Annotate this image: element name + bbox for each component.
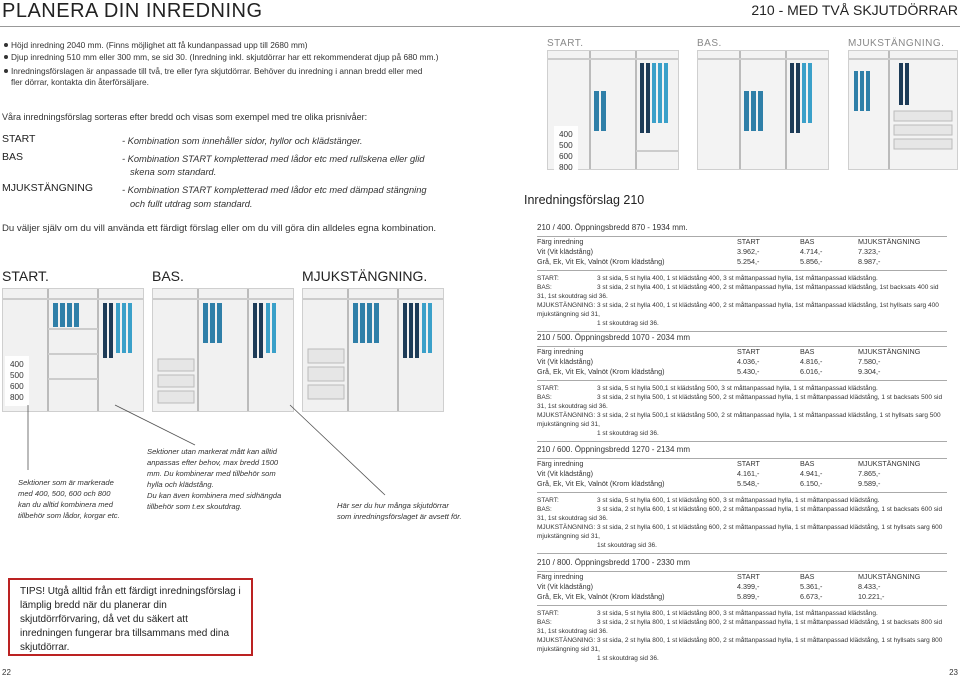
- header-divider: [0, 26, 960, 27]
- level-contents: START: 3 st sida, 5 st hylla 800, 1 st klädstång 800, 3 st måttanpassad hylla, 1st måttanpassad klädstång. BAS: 3 st sida, 2 st hylla 800, 1 st klädstång 800, 2 st måttanpassad hylla, 1 st måttanpassad klädstång, 1 st backsats 800 sid 31, 1st skoutdrag sid 36. MJUKSTÄNGNING: 3 st sida, 2 st hylla 800, 1 st klädstång 800, 2 st måttanpassad hylla, 1 st måttanpassad klädstång, 1 st hyllsats sarg 800 mjukstängning sid 31, 1 st skoutdrag sid 36.: [537, 610, 943, 662]
- tips-text: Utgå alltid från ett färdigt inredningsförslag i lämplig bredd när du planerar din skjutdörrförvaring, då vet du säkert att inredningen fungerar bra tillsammans med dina skjutdörrar.: [20, 586, 241, 653]
- intro-text: Våra inredningsförslag sorteras efter bredd och visas som exempel med tre olika prisnivåer:: [2, 112, 368, 122]
- price-block: [537, 558, 947, 663]
- variant-label-start-right: START.: [547, 38, 584, 49]
- price-table: Färg inredning START BAS MJUKSTÄNGNING Vit (Vit klädstång) 4.036,- 4.816,- 7.580,- Grå, Ek, Vit Ek, Valnöt (Krom klädstång) 5.430,- 6.016,- 9.304,-: [537, 347, 921, 376]
- price-block-title: 210 / 500. Öppningsbredd 1070 - 2034 mm: [537, 333, 690, 342]
- wardrobe-illustration-mjuk: [302, 288, 444, 412]
- page-number-right: 23: [949, 668, 958, 677]
- page-number-left: 22: [2, 668, 11, 677]
- level-desc: - Kombination START kompletterad med lådor etc med dämpad stängning: [122, 185, 427, 195]
- caption-doors: Här ser du hur många skjutdörrar som inredningsförslaget är avsett för.: [337, 501, 462, 521]
- level-desc: - Kombination som innehåller sidor, hyllor och klädstänger.: [122, 136, 363, 146]
- wardrobe-illustration-mjuk-right: [848, 50, 958, 170]
- tips-label: TIPS!: [20, 586, 46, 597]
- level-desc: och fullt utdrag som standard.: [130, 199, 253, 209]
- level-desc: - Kombination START kompletterad med lådor etc med rullskena eller glid: [122, 154, 425, 164]
- price-block: [537, 223, 947, 332]
- bullet-continuation: fler dörrar, kontakta din återförsäljare.: [11, 77, 149, 87]
- price-block: [537, 445, 947, 554]
- level-desc: skena som standard.: [130, 167, 217, 177]
- level-contents: START: 3 st sida, 5 st hylla 400, 1 st klädstång 400, 3 st måttanpassad hylla, 1st måttanpassad klädstång. BAS: 3 st sida, 2 st hylla 400, 1 st klädstång 400, 2 st måttanpassad hylla, 1st måttanpassad klädstång, 1st backsats 400 sid 31, 1st skoutdrag sid 36. MJUKSTÄNGNING: 3 st sida, 2 st hylla 400, 1 st klädstång 400, 2 st måttanpassad hylla, 1st måttanpassad klädstång, 1st hyllsats sarg 400 mjukstängning sid 31, 1 st skoutdrag sid 36.: [537, 275, 939, 327]
- price-block-title: 210 / 600. Öppningsbredd 1270 - 2134 mm: [537, 445, 690, 454]
- level-contents: START: 3 st sida, 5 st hylla 500,1 st klädstång 500, 3 st måttanpassad hylla, 1 st måttanpassad klädstång. BAS: 3 st sida, 2 st hylla 500, 1 st klädstång 500, 2 st måttanpassad hylla, 1 st måttanpassad klädstång, 1 st backsats 500 sid 31, 1st skoutdrag sid 36. MJUKSTÄNGNING: 3 st sida, 2 st hylla 500,1 st klädstång 500, 2 st måttanpassad hylla, 1 st måttanpassad klädstång, 1 st hyllsats sarg 500 mjukstängning sid 31, 1 st skoutdrag sid 36.: [537, 385, 943, 437]
- choose-text: Du väljer själv om du vill använda ett färdigt förslag eller om du vill göra din alldeles egna kombination.: [2, 223, 437, 234]
- bullet-item: Djup inredning 510 mm eller 300 mm, se sid 30. (Inredning inkl. skjutdörrar har ett rekommenderat djup på 680 mm.): [4, 52, 439, 63]
- suggestion-label: Inredningsförslag 210: [524, 193, 645, 207]
- variant-label-bas-right: BAS.: [697, 38, 722, 49]
- level-name: START: [2, 133, 36, 145]
- wardrobe-illustration-bas: [152, 288, 294, 412]
- section-sizes-right: 400 500 600 800: [554, 126, 578, 176]
- level-name: BAS: [2, 151, 24, 163]
- price-table: Färg inredning START BAS MJUKSTÄNGNING Vit (Vit klädstång) 3.962,- 4.714,- 7.323,- Grå, Ek, Vit Ek, Valnöt (Krom klädstång) 5.254,- 5.856,- 8.987,-: [537, 237, 921, 266]
- section-title: 210 - MED TVÅ SKJUTDÖRRAR: [751, 2, 958, 18]
- wardrobe-illustration-bas-right: [697, 50, 829, 170]
- caption-sections-marked: Sektioner som är markerade med 400, 500, 600 och 800 kan du alltid kombinera med tillbehör som lådor, korgar etc.: [18, 478, 120, 520]
- price-block-title: 210 / 800. Öppningsbredd 1700 - 2330 mm: [537, 558, 690, 567]
- variant-label-mjuk-right: MJUKSTÄNGNING.: [848, 38, 945, 49]
- bullet-item: Inredningsförslagen är anpassade till två, tre eller fyra skjutdörrar. Behöver du inredning i annan bredd eller med: [4, 66, 422, 77]
- level-contents: START: 3 st sida, 5 st hylla 600, 1 st klädstång 600, 3 st måttanpassad hylla, 1 st måttanpassad klädstång. BAS: 3 st sida, 2 st hylla 600, 1 st klädstång 600, 2 st måttanpassad hylla, 1 st måttanpassad klädstång, 1 st backsats 600 sid 31, 1st skoutdrag sid 36. MJUKSTÄNGNING: 3 st sida, 2 st hylla 600, 1 st klädstång 600, 2 st måttanpassad hylla, 1 st måttanpassad klädstång, 1 st hyllsats sarg 600 mjukstängning sid 31, 1st skoutdrag sid 36.: [537, 497, 943, 549]
- section-sizes-left: 400 500 600 800: [5, 356, 29, 406]
- caption-sections-unmarked: Sektioner utan markerat mått kan alltid anpassas efter behov, max bredd 1500 mm. Du kombinerar med tillbehör som hylla och klädstång. Du kan även kombinera med sidhängda tillbehör som t.ex skoutdrag.: [147, 447, 282, 511]
- variant-label-bas: BAS.: [152, 268, 184, 284]
- bullet-item: Höjd inredning 2040 mm. (Finns möjlighet att få kundanpassad upp till 2680 mm): [4, 40, 308, 51]
- price-table: Färg inredning START BAS MJUKSTÄNGNING Vit (Vit klädstång) 4.161,- 4.941,- 7.865,- Grå, Ek, Vit Ek, Valnöt (Krom klädstång) 5.548,- 6.150,- 9.589,-: [537, 459, 921, 488]
- variant-label-mjuk: MJUKSTÄNGNING.: [302, 268, 428, 284]
- price-table: Färg inredning START BAS MJUKSTÄNGNING Vit (Vit klädstång) 4.399,- 5.361,- 8.433,- Grå, Ek, Vit Ek, Valnöt (Krom klädstång) 5.899,- 6.673,- 10.221,-: [537, 572, 921, 601]
- variant-label-start: START.: [2, 268, 49, 284]
- tips-box: [8, 578, 253, 656]
- level-name: MJUKSTÄNGNING: [2, 182, 94, 194]
- page-title: PLANERA DIN INREDNING: [2, 0, 263, 22]
- price-block-title: 210 / 400. Öppningsbredd 870 - 1934 mm.: [537, 223, 688, 232]
- price-block: [537, 333, 947, 442]
